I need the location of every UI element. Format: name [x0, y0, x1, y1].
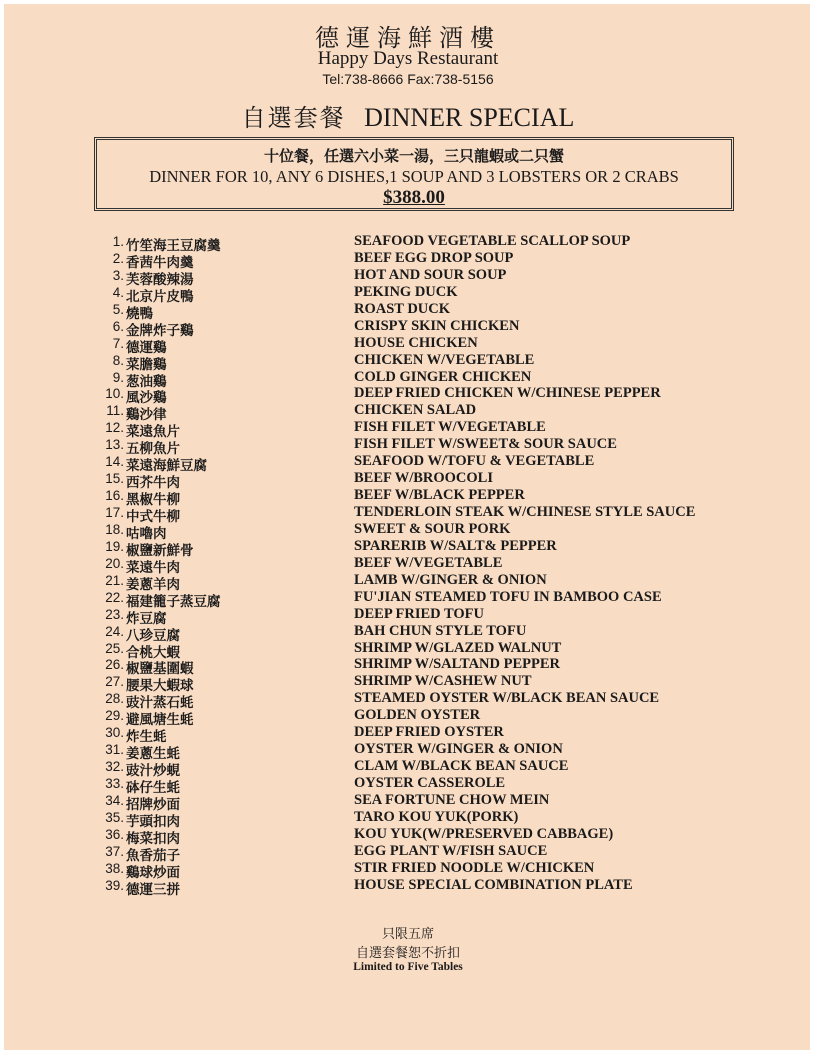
menu-item-number: 5.	[112, 301, 124, 317]
menu-item-chinese: 豉汁炒蜆	[126, 763, 180, 780]
menu-item-english: TENDERLOIN STEAK W/CHINESE STYLE SAUCE	[354, 504, 696, 520]
menu-item-chinese: 豉汁蒸石蚝	[126, 695, 194, 712]
title-chinese: 自選套餐	[241, 104, 346, 132]
menu-item-number: 25.	[105, 640, 124, 656]
menu-item-chinese: 福建籠子蒸豆腐	[126, 593, 221, 610]
menu-item-chinese: 黑椒牛柳	[126, 492, 180, 509]
menu-item	[0, 571, 816, 593]
menu-item-english: DEEP FRIED OYSTER	[354, 724, 504, 741]
menu-item-number: 21.	[105, 572, 124, 588]
menu-item-chinese: 北京片皮鴨	[126, 288, 194, 305]
menu-item-number: 8.	[112, 352, 124, 368]
menu-item-number: 22.	[105, 589, 124, 605]
menu-item-english: ROAST DUCK	[354, 300, 451, 317]
menu-item	[0, 351, 816, 373]
menu-item-chinese: 腰果大蝦球	[126, 678, 194, 695]
menu-item-chinese: 姜蔥羊肉	[126, 576, 180, 593]
menu-item	[0, 707, 816, 729]
menu-item	[0, 487, 816, 509]
menu-item	[0, 233, 816, 254]
menu-item-chinese: 德運三拼	[126, 881, 180, 898]
menu-item	[0, 520, 816, 542]
menu-item-chinese: 西芥牛肉	[126, 475, 180, 492]
offer-box	[94, 137, 734, 211]
menu-item-chinese: 避風塘生蚝	[126, 712, 194, 729]
menu-item	[0, 808, 816, 830]
menu-item-number: 17.	[105, 505, 124, 520]
menu-item-number: 32.	[105, 759, 124, 775]
menu-item-number: 38.	[105, 860, 124, 876]
menu-item-english: SHRIMP W/CASHEW NUT	[354, 673, 532, 690]
menu-item-chinese: 芋頭扣肉	[126, 813, 180, 830]
menu-item-number: 28.	[105, 691, 124, 707]
menu-item-english: GOLDEN OYSTER	[354, 707, 481, 724]
menu-item-number: 15.	[105, 471, 124, 487]
menu-item	[0, 876, 816, 898]
title-english: DINNER SPECIAL	[364, 103, 575, 132]
menu-item-english: BAH CHUN STYLE TOFU	[354, 622, 527, 639]
menu-item-english: CRISPY SKIN CHICKEN	[354, 317, 520, 334]
menu-item-english: LAMB W/GINGER & ONION	[354, 571, 547, 588]
menu-item-chinese: 燒鴨	[126, 305, 153, 322]
menu-item-chinese: 炸生蚝	[126, 729, 167, 746]
menu-item-english: SHRIMP W/GLAZED WALNUT	[354, 639, 562, 656]
menu-item-english: OYSTER W/GINGER & ONION	[354, 741, 563, 758]
menu-list	[0, 233, 816, 898]
menu-item-number: 27.	[105, 674, 124, 690]
menu-item	[0, 639, 816, 661]
menu-item-number: 24.	[105, 623, 124, 639]
menu-item	[0, 402, 816, 424]
menu-item-chinese: 中式牛柳	[126, 509, 180, 525]
menu-item	[0, 656, 816, 678]
menu-item-chinese: 芙蓉酸辣湯	[126, 271, 194, 288]
menu-item-chinese: 風沙鷄	[126, 390, 167, 407]
menu-item-chinese: 姜蔥生蚝	[126, 746, 180, 763]
footer-table-limit-en: Limited to Five Tables	[353, 961, 463, 973]
menu-item	[0, 724, 816, 746]
menu-item	[0, 825, 816, 847]
offer-price: $388.00	[383, 187, 445, 208]
menu-item-number: 20.	[105, 555, 124, 571]
menu-item-chinese: 砵仔生蚝	[126, 780, 180, 796]
menu-item	[0, 317, 816, 339]
menu-item-chinese: 菜遠海鮮豆腐	[126, 458, 207, 475]
menu-item-number: 9.	[112, 369, 124, 385]
menu-item-chinese: 咕嚕肉	[126, 525, 167, 542]
menu-item-number: 34.	[105, 792, 124, 808]
menu-item-number: 1.	[112, 234, 124, 249]
menu-item-number: 14.	[105, 454, 124, 470]
menu-item-number: 26.	[105, 657, 124, 673]
menu-item-number: 6.	[112, 318, 124, 334]
menu-item	[0, 266, 816, 288]
menu-item-number: 13.	[105, 437, 124, 453]
menu-item-number: 2.	[112, 250, 124, 266]
menu-item-chinese: 鷄沙律	[126, 407, 167, 424]
menu-item-english: SEAFOOD W/TOFU & VEGETABLE	[354, 453, 595, 470]
menu-item	[0, 368, 816, 390]
menu-item-chinese: 德運鷄	[126, 339, 167, 356]
menu-item-chinese: 菜遠牛肉	[126, 559, 180, 576]
menu-item-english: FU'JIAN STEAMED TOFU IN BAMBOO CASE	[354, 588, 662, 605]
menu-item-english: SEA FORTUNE CHOW MEIN	[354, 791, 550, 808]
menu-item	[0, 453, 816, 475]
menu-item-english: CHICKEN SALAD	[354, 402, 477, 419]
menu-item-english: DEEP FRIED CHICKEN W/CHINESE PEPPER	[354, 385, 661, 402]
menu-item-number: 33.	[105, 776, 124, 791]
menu-item-english: CHICKEN W/VEGETABLE	[354, 351, 535, 368]
menu-item	[0, 537, 816, 559]
menu-item-chinese: 金牌炸子鷄	[126, 322, 194, 339]
menu-item-english: BEEF W/BROOCOLI	[354, 470, 493, 487]
menu-item-english: SPARERIB W/SALT& PEPPER	[354, 537, 557, 554]
menu-item	[0, 436, 816, 458]
menu-item-number: 18.	[105, 521, 124, 537]
page-title	[0, 98, 816, 133]
menu-item	[0, 842, 816, 864]
menu-item-english: KOU YUK(W/PRESERVED CABBAGE)	[354, 825, 614, 842]
menu-item-chinese: 香茜牛肉羹	[126, 254, 194, 271]
menu-item-english: BEEF EGG DROP SOUP	[354, 249, 514, 266]
menu-item-english: CLAM W/BLACK BEAN SAUCE	[354, 758, 569, 775]
menu-item-number: 19.	[105, 538, 124, 554]
menu-item-chinese: 合桃大蝦	[126, 644, 180, 661]
menu-item-number: 37.	[105, 843, 124, 859]
menu-item-chinese: 五柳魚片	[126, 441, 180, 458]
menu-item-number: 3.	[112, 267, 124, 283]
menu-item-number: 11.	[106, 403, 124, 419]
menu-item	[0, 791, 816, 813]
menu-item	[0, 588, 816, 610]
menu-item-english: HOT AND SOUR SOUP	[354, 266, 507, 283]
menu-item-chinese: 椒鹽新鮮骨	[126, 542, 194, 559]
menu-item-chinese: 八珍豆腐	[126, 627, 180, 644]
menu-item-chinese: 菜遠魚片	[126, 424, 180, 441]
menu-item-chinese: 炸豆腐	[126, 610, 167, 627]
menu-item-english: STIR FRIED NOODLE W/CHICKEN	[354, 859, 595, 876]
menu-item-chinese: 魚香茄子	[126, 847, 180, 864]
menu-item-number: 16.	[105, 488, 124, 504]
menu-item-chinese: 招牌炒面	[126, 796, 180, 813]
menu-item-number: 23.	[105, 606, 124, 622]
menu-item	[0, 605, 816, 627]
menu-item-english: FISH FILET W/VEGETABLE	[354, 419, 546, 436]
menu-item	[0, 504, 816, 525]
offer-chinese: 十位餐，任選六小菜一湯，三只龍蝦或二只蟹	[263, 147, 564, 165]
restaurant-english-name: Happy Days Restaurant	[317, 48, 499, 69]
menu-item-number: 7.	[112, 335, 124, 351]
menu-item	[0, 741, 816, 763]
menu-item-number: 35.	[105, 809, 124, 825]
menu-item-chinese: 梅菜扣肉	[126, 830, 180, 847]
menu-item-english: EGG PLANT W/FISH SAUCE	[354, 842, 548, 859]
menu-item-number: 30.	[105, 725, 124, 741]
menu-item-english: HOUSE CHICKEN	[354, 334, 478, 351]
footer-no-discount-cn: 自選套餐恕不折扣	[355, 946, 460, 961]
menu-item	[0, 554, 816, 576]
menu-item-number: 10.	[105, 386, 124, 402]
menu-item-number: 29.	[105, 708, 124, 724]
menu-item	[0, 470, 816, 492]
menu-item	[0, 859, 816, 881]
menu-item	[0, 385, 816, 407]
menu-item-number: 12.	[105, 420, 124, 436]
menu-item-chinese: 菜膽鷄	[126, 356, 167, 373]
menu-item-english: SHRIMP W/SALTAND PEPPER	[354, 656, 560, 673]
menu-item-number: 39.	[105, 877, 124, 893]
menu-item-chinese: 竹笙海王豆腐羹	[126, 238, 221, 254]
menu-item-number: 36.	[105, 826, 124, 842]
menu-item	[0, 622, 816, 644]
menu-item	[0, 334, 816, 356]
menu-item-english: BEEF W/BLACK PEPPER	[354, 487, 525, 504]
menu-item-english: BEEF W/VEGETABLE	[354, 554, 503, 571]
menu-item-english: SWEET & SOUR PORK	[354, 520, 511, 537]
menu-item	[0, 775, 816, 796]
menu-item	[0, 300, 816, 322]
menu-item-english: DEEP FRIED TOFU	[354, 605, 484, 622]
menu-item	[0, 673, 816, 695]
menu-item-chinese: 葱油鷄	[126, 373, 167, 390]
menu-item-english: SEAFOOD VEGETABLE SCALLOP SOUP	[354, 233, 631, 249]
restaurant-chinese-name: 德運海鮮酒樓	[315, 24, 501, 52]
menu-item	[0, 758, 816, 780]
menu-item	[0, 690, 816, 712]
footer-table-limit-cn: 只限五席	[381, 927, 434, 942]
menu-item-chinese: 鷄球炒面	[126, 864, 180, 881]
menu-item-english: TARO KOU YUK(PORK)	[354, 808, 519, 825]
menu-item-english: PEKING DUCK	[354, 283, 458, 300]
menu-item-english: OYSTER CASSEROLE	[354, 775, 506, 791]
menu-item-chinese: 椒鹽基圍蝦	[126, 661, 194, 678]
menu-item-number: 4.	[112, 284, 124, 300]
menu-item	[0, 419, 816, 441]
menu-item	[0, 249, 816, 271]
menu-item-english: COLD GINGER CHICKEN	[354, 368, 532, 385]
menu-item-english: HOUSE SPECIAL COMBINATION PLATE	[354, 876, 633, 893]
menu-item-number: 31.	[105, 742, 124, 758]
menu-item	[0, 283, 816, 305]
restaurant-contact: Tel:738-8666 Fax:738-5156	[322, 71, 494, 87]
menu-item-english: STEAMED OYSTER W/BLACK BEAN SAUCE	[354, 690, 660, 707]
offer-english: DINNER FOR 10, ANY 6 DISHES,1 SOUP AND 3 LOBSTERS OR 2 CRABS	[149, 167, 679, 186]
menu-item-english: FISH FILET W/SWEET& SOUR SAUCE	[354, 436, 617, 453]
